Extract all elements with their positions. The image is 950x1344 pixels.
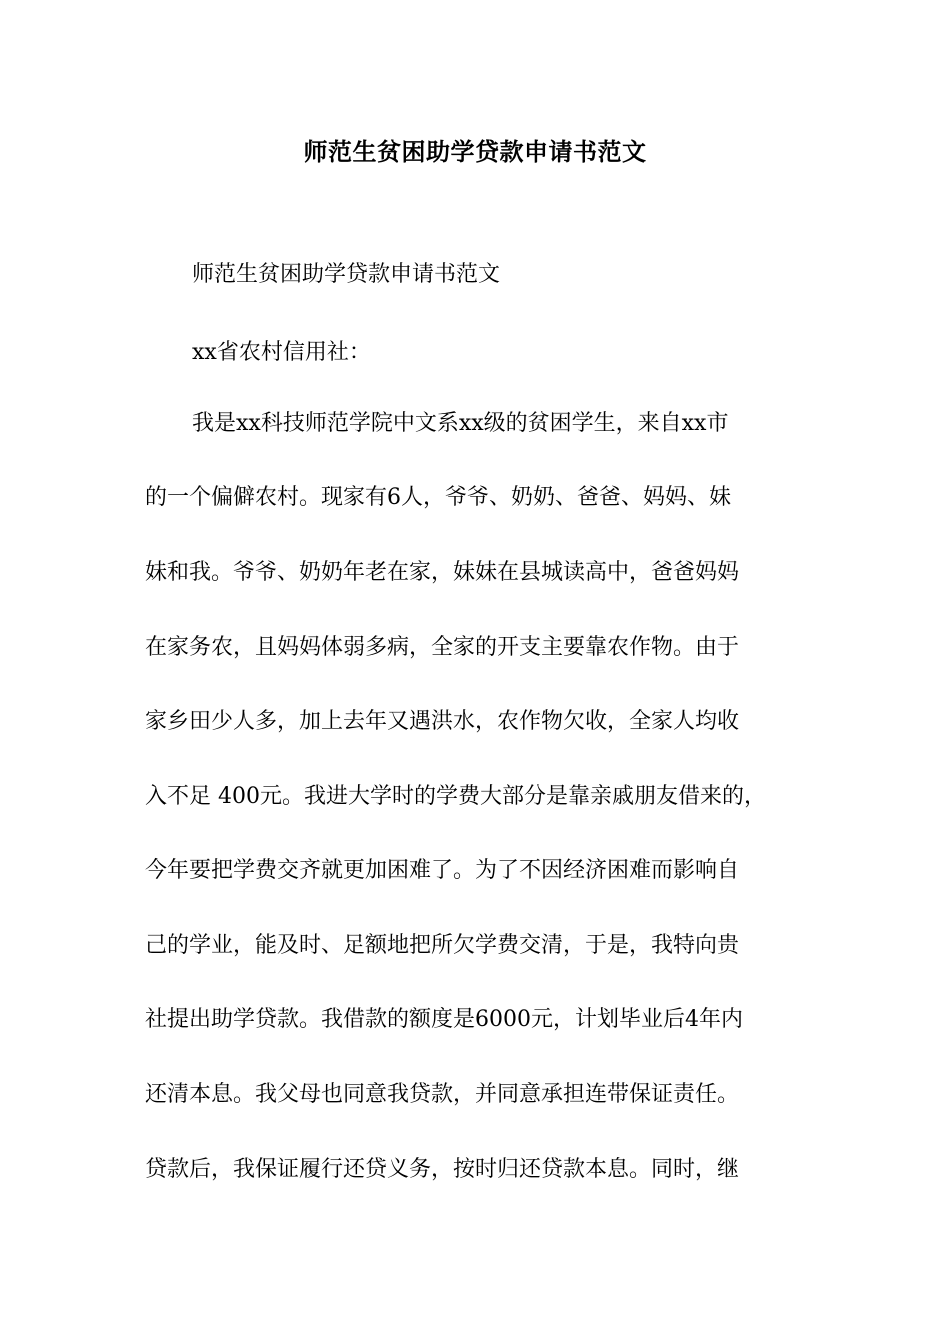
document-title: 师范生贫困助学贷款申请书范文 (303, 137, 647, 166)
body-line-subtitle: 师范生贫困助学贷款申请书范文 (192, 262, 501, 287)
body-line: 社提出助学贷款。我借款的额度是6000元，计划毕业后4年内 (145, 1007, 743, 1032)
body-line-salutation: xx省农村信用社： (192, 340, 371, 365)
body-line: 家乡田少人多，加上去年又遇洪水，农作物欠收，全家人均收 (145, 709, 740, 734)
body-line: 还清本息。我父母也同意我贷款，并同意承担连带保证责任。 (145, 1082, 740, 1107)
body-line: 妹和我。爷爷、奶奶年老在家，妹妹在县城读高中，爸爸妈妈 (145, 560, 740, 585)
body-line: 我是xx科技师范学院中文系xx级的贫困学生，来自xx市 (192, 411, 729, 436)
body-line: 己的学业，能及时、足额地把所欠学费交清，于是，我特向贵 (145, 933, 740, 958)
body-line: 入不足 400元。我进大学时的学费大部分是靠亲戚朋友借来的， (145, 784, 766, 809)
body-line: 的一个偏僻农村。现家有6人，爷爷、奶奶、爸爸、妈妈、妹 (145, 485, 731, 510)
body-line: 在家务农，且妈妈体弱多病，全家的开支主要靠农作物。由于 (145, 635, 740, 660)
body-line: 贷款后，我保证履行还贷义务，按时归还贷款本息。同时，继 (145, 1157, 740, 1182)
body-line: 今年要把学费交齐就更加困难了。为了不因经济困难而影响自 (145, 858, 740, 883)
